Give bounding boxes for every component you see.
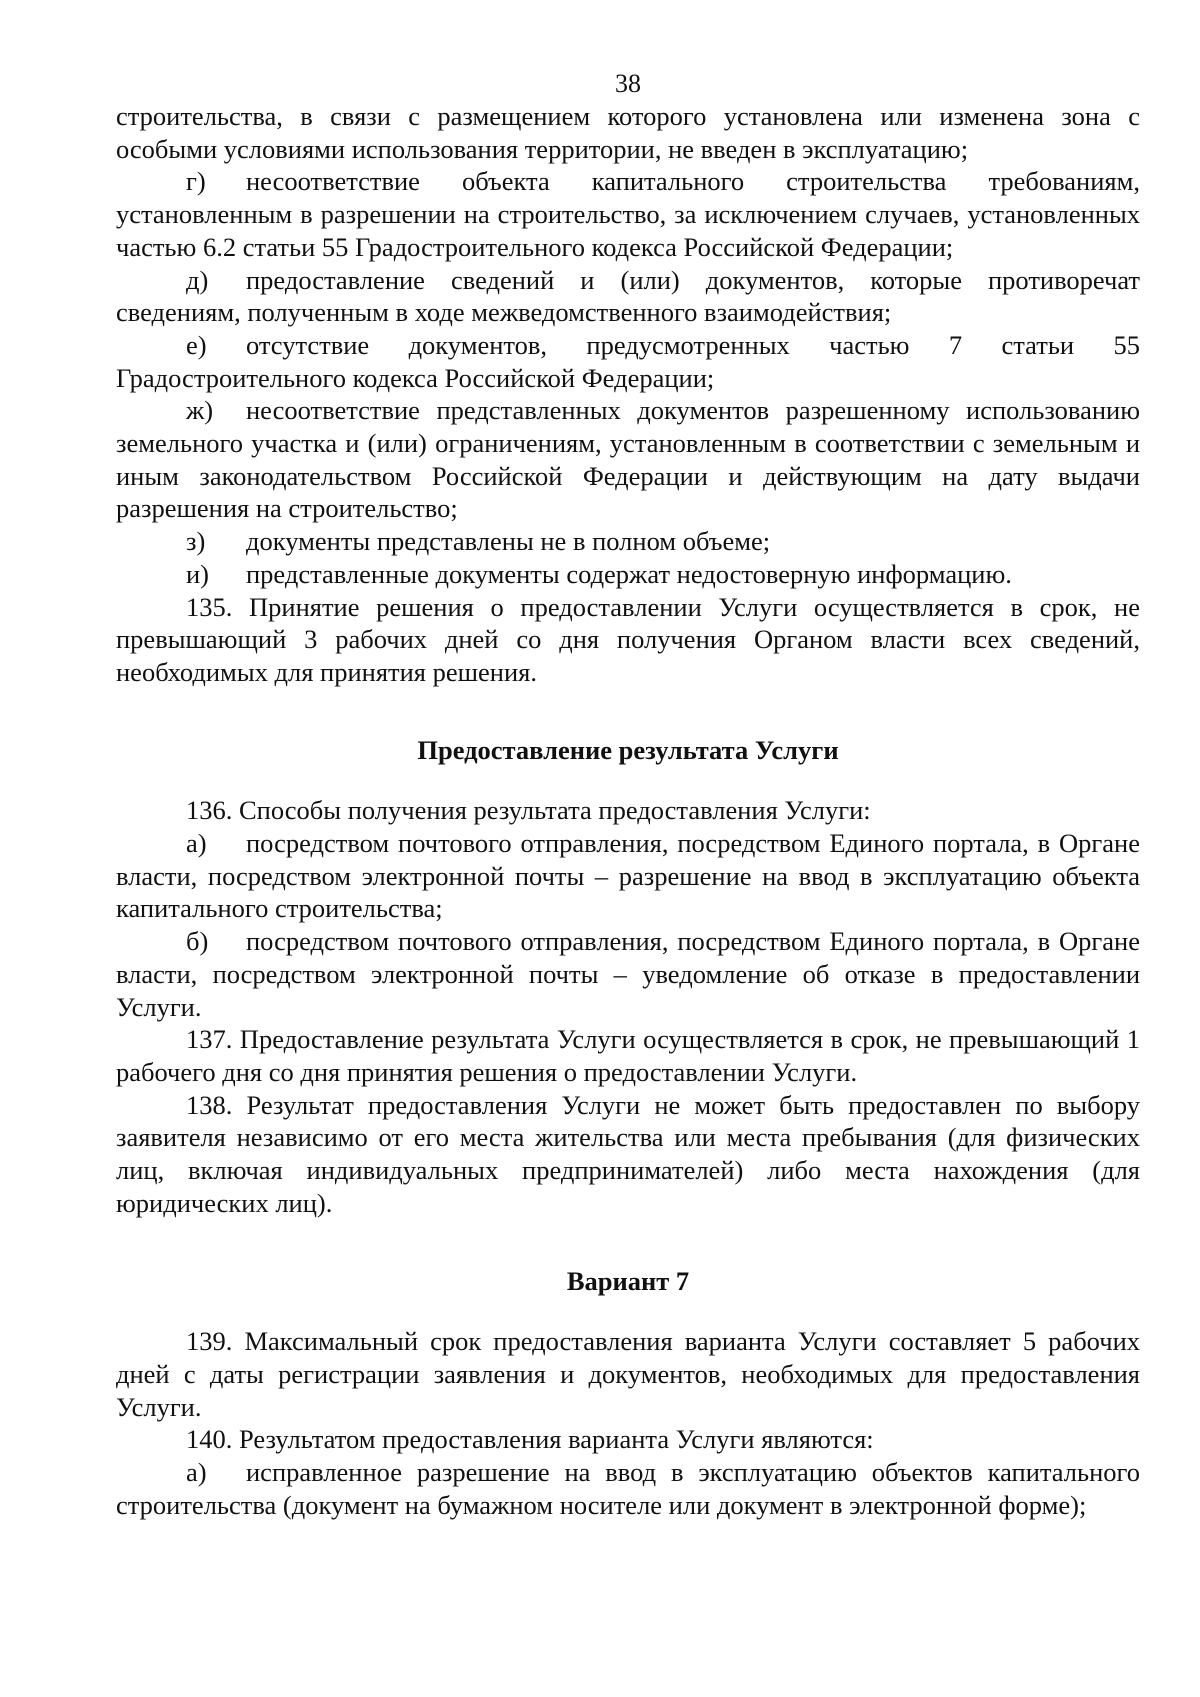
list-item-marker: б) bbox=[186, 926, 209, 957]
list-item-marker: г) bbox=[186, 166, 206, 197]
heading-variant-7: Вариант 7 bbox=[566, 1265, 690, 1296]
section-variant-7 bbox=[116, 1325, 1140, 1521]
list-item-text: предоставление сведений и (или) документов, которые противоречат сведениям, полученным в ходе межведомственного взаимодействия; bbox=[116, 264, 1140, 328]
list-item-marker: а) bbox=[186, 828, 207, 859]
paragraph: 139. Максимальный срок предоставления варианта Услуги составляет 5 рабочих дней с даты регистрации заявления и документов, необходимых для предоставления Услуги. bbox=[116, 1326, 1140, 1422]
list-item-marker: з) bbox=[186, 526, 206, 557]
list-item bbox=[116, 165, 1140, 263]
paragraph: 137. Предоставление результата Услуги осуществляется в срок, не превышающий 1 рабочего дня со дня принятия решения о предоставлении Услуги. bbox=[116, 1024, 1140, 1087]
list-item-text: посредством почтового отправления, посредством Единого портала, в Органе власти, посредством электронной почты – разрешение на ввод в эксплуатацию объекта капитального строительства; bbox=[116, 828, 1140, 924]
paragraph: 135. Принятие решения о предоставлении Услуги осуществляется в срок, не превышающий 3 рабочих дней со дня получения Органом власти всех сведений, необходимых для принятия решения. bbox=[116, 591, 1140, 687]
list-item bbox=[116, 558, 1140, 591]
list-item bbox=[116, 1456, 1140, 1521]
list-item bbox=[116, 394, 1140, 525]
list-item bbox=[116, 329, 1140, 394]
list-item-marker: и) bbox=[186, 558, 210, 589]
paragraph: 140. Результатом предоставления варианта Услуги являются: bbox=[186, 1424, 874, 1455]
list-item-marker: д) bbox=[186, 264, 209, 295]
section-result-provision bbox=[116, 794, 1140, 1219]
list-item bbox=[116, 264, 1140, 329]
list-item bbox=[116, 525, 1140, 558]
paragraph: строительства, в связи с размещением которого установлена или изменена зона с особыми условиями использования территории, не введен в эксплуатацию; bbox=[116, 101, 1140, 164]
list-item-text: посредством почтового отправления, посредством Единого портала, в Органе власти, посредством электронной почты – уведомление об отказе в предоставлении Услуги. bbox=[116, 926, 1140, 1022]
list-item-text: представленные документы содержат недостоверную информацию. bbox=[246, 558, 1012, 589]
list-item bbox=[116, 827, 1140, 925]
heading-result-provision: Предоставление результата Услуги bbox=[417, 734, 839, 765]
list-item-marker: е) bbox=[186, 329, 207, 360]
paragraph: 138. Результат предоставления Услуги не может быть предоставлен по выбору заявителя независимо от его места жительства или места пребывания (для физических лиц, включая индивидуальных предпринимателей) либо места нахождения (для юридических лиц). bbox=[116, 1089, 1140, 1218]
section-refusal-grounds bbox=[116, 100, 1140, 689]
list-item-marker: а) bbox=[186, 1457, 207, 1488]
list-item-text: несоответствие представленных документов разрешенному использованию земельного участка и (или) ограничениям, установленным в соответствии с земельным и иным законодательством Российской Федерации и действующим на дату выдачи разрешения на строительство; bbox=[116, 395, 1140, 524]
list-item-text: документы представлены не в полном объеме; bbox=[246, 526, 771, 557]
list-item bbox=[116, 925, 1140, 1023]
list-item-text: несоответствие объекта капитального строительства требованиям, установленным в разрешении на строительство, за исключением случаев, установленных частью 6.2 статьи 55 Градостроительного кодекса Российской Федерации; bbox=[116, 166, 1140, 262]
list-item-marker: ж) bbox=[186, 395, 214, 426]
paragraph: 136. Способы получения результата предоставления Услуги: bbox=[186, 795, 871, 826]
document-page bbox=[116, 68, 1140, 1521]
list-item-text: отсутствие документов, предусмотренных частью 7 статьи 55 Градостроительного кодекса Российской Федерации; bbox=[116, 329, 1140, 393]
list-item-text: исправленное разрешение на ввод в эксплуатацию объектов капитального строительства (документ на бумажном носителе или документ в электронной форме); bbox=[116, 1457, 1140, 1520]
page-number: 38 bbox=[615, 69, 641, 98]
